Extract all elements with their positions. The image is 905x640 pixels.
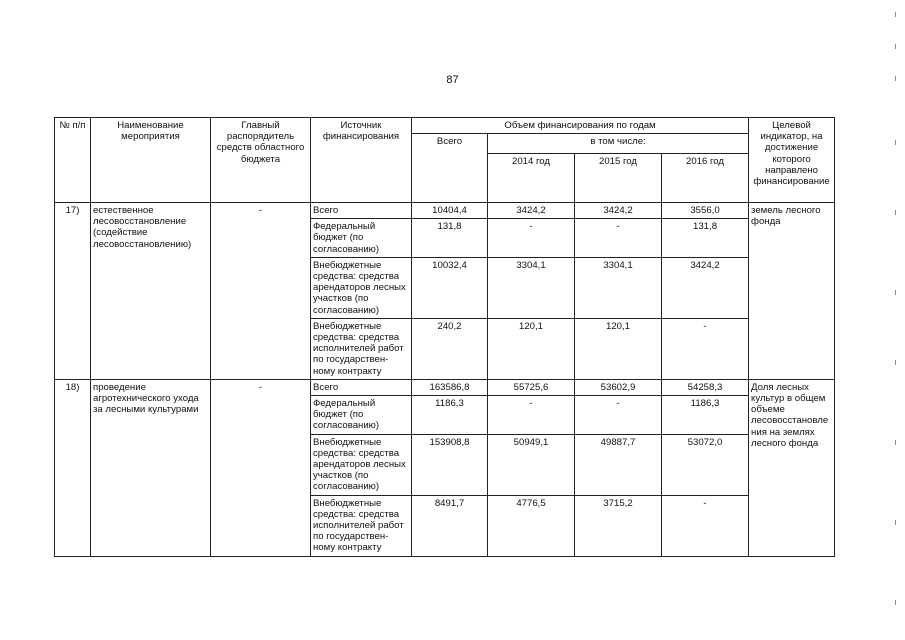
value-2016: 3424,2	[662, 257, 749, 318]
header-source: Источник финансирования	[311, 118, 412, 203]
header-year-2015: 2015 год	[575, 154, 662, 203]
row-name: проведение агротехнического ухода за лесными культурами	[91, 379, 211, 556]
value-2014: 3424,2	[488, 203, 575, 219]
source-label: Внебюджетные средства: средства исполнителей работ по государствен-ному контракту	[311, 318, 412, 379]
value-2015: 3304,1	[575, 257, 662, 318]
scan-edge-marks	[895, 0, 899, 640]
value-2015: -	[575, 396, 662, 435]
header-indicator: Целевой индикатор, на достижение которого направлено финансирование	[749, 118, 835, 203]
row-number: 18)	[55, 379, 91, 556]
row-admin: -	[211, 203, 311, 380]
row-admin: -	[211, 379, 311, 556]
source-label: Внебюджетные средства: средства арендаторов лесных участков (по согласованию)	[311, 257, 412, 318]
value-2015: 49887,7	[575, 434, 662, 495]
value-2016: 54258,3	[662, 379, 749, 395]
value-total: 8491,7	[412, 495, 488, 556]
value-2016: 131,8	[662, 219, 749, 258]
table-row	[55, 203, 835, 219]
source-label: Федеральный бюджет (по согласованию)	[311, 396, 412, 435]
header-year-2016: 2016 год	[662, 154, 749, 203]
header-year-2014: 2014 год	[488, 154, 575, 203]
row-number: 17)	[55, 203, 91, 380]
table-row	[55, 379, 835, 395]
value-2015: 3715,2	[575, 495, 662, 556]
header-admin: Главный распорядитель средств областного бюджета	[211, 118, 311, 203]
source-label: Всего	[311, 203, 412, 219]
header-including: в том числе:	[488, 134, 749, 154]
source-label: Внебюджетные средства: средства арендаторов лесных участков (по согласованию)	[311, 434, 412, 495]
source-label: Внебюджетные средства: средства исполнителей работ по государствен-ному контракту	[311, 495, 412, 556]
source-label: Всего	[311, 379, 412, 395]
value-2015: 53602,9	[575, 379, 662, 395]
value-2014: -	[488, 219, 575, 258]
value-2016: 1186,3	[662, 396, 749, 435]
value-2014: 120,1	[488, 318, 575, 379]
value-2015: 120,1	[575, 318, 662, 379]
value-2014: -	[488, 396, 575, 435]
source-label: Федеральный бюджет (по согласованию)	[311, 219, 412, 258]
value-2015: 3424,2	[575, 203, 662, 219]
value-total: 163586,8	[412, 379, 488, 395]
value-2015: -	[575, 219, 662, 258]
value-2016: -	[662, 495, 749, 556]
header-row-1	[55, 118, 835, 134]
value-total: 10032,4	[412, 257, 488, 318]
row-indicator: Доля лесных культур в общем объеме лесовосстановле ния на землях лесного фонда	[749, 379, 835, 556]
header-name: Наименование мероприятия	[91, 118, 211, 203]
header-total: Всего	[412, 134, 488, 203]
value-2014: 3304,1	[488, 257, 575, 318]
financing-table	[54, 117, 835, 557]
value-2014: 50949,1	[488, 434, 575, 495]
value-2016: -	[662, 318, 749, 379]
header-volume: Объем финансирования по годам	[412, 118, 749, 134]
row-indicator: земель лесного фонда	[749, 203, 835, 380]
value-2014: 4776,5	[488, 495, 575, 556]
value-total: 131,8	[412, 219, 488, 258]
page-number: 87	[446, 74, 459, 86]
value-total: 1186,3	[412, 396, 488, 435]
value-total: 153908,8	[412, 434, 488, 495]
value-2016: 53072,0	[662, 434, 749, 495]
value-total: 240,2	[412, 318, 488, 379]
row-name: естественное лесовосстановление (содействие лесовосстановлению)	[91, 203, 211, 380]
value-total: 10404,4	[412, 203, 488, 219]
header-num: № п/п	[55, 118, 91, 203]
value-2014: 55725,6	[488, 379, 575, 395]
value-2016: 3556,0	[662, 203, 749, 219]
